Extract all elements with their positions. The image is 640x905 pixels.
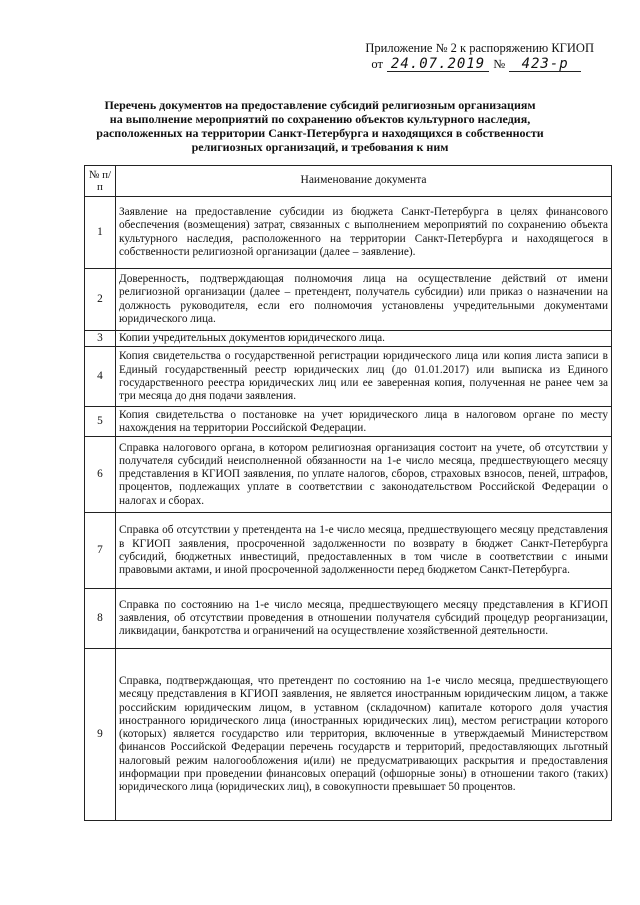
title-line-1: Перечень документов на предоставление субсидий религиозным организациям bbox=[104, 98, 536, 112]
row-number: 2 bbox=[85, 269, 116, 331]
row-number: 5 bbox=[85, 407, 116, 437]
table-row bbox=[85, 197, 612, 269]
row-number: 1 bbox=[85, 197, 116, 269]
title-line-4: религиозных организаций, и требования к ним bbox=[191, 140, 449, 154]
row-text: Справка, подтверждающая, что претендент по состоянию на 1-е число месяца, предшествующего месяцу представления в КГИОП заявления, не является иностранным юридическим лицом, а также российским юридическим лицом, в уставном (складочном) капитале которого доля участия иностранного юридического лица (иностранных юридических лиц), местом регистрации которого (которых) является государство или территория, включенные в утверждаемый Министерством финансов Российской Федерации перечень государств и территорий, предоставляющих льготный налоговый режим налогообложения и(или) не предусматривающих раскрытия и предоставления информации при проведении финансовых операций (офшорные зоны) в отношении такого (таких) юридического лица (юридических лиц), в совокупности превышает 50 процентов. bbox=[116, 649, 612, 821]
table-row bbox=[85, 407, 612, 437]
row-text: Копии учредительных документов юридического лица. bbox=[116, 331, 612, 347]
appendix-header bbox=[365, 40, 594, 72]
title-line-2: на выполнение мероприятий по сохранению объектов культурного наследия, bbox=[109, 112, 531, 126]
row-number: 6 bbox=[85, 437, 116, 513]
table-row bbox=[85, 589, 612, 649]
table-row bbox=[85, 649, 612, 821]
row-number: 8 bbox=[85, 589, 116, 649]
header-number: № п/п bbox=[85, 166, 116, 197]
appendix-line: Приложение № 2 к распоряжению КГИОП bbox=[365, 41, 594, 55]
table-row bbox=[85, 513, 612, 589]
title-line-3: расположенных на территории Санкт-Петербурга и находящихся в собственности bbox=[96, 126, 544, 140]
row-text: Копия свидетельства о государственной регистрации юридического лица или копия листа записи в Единый государственный реестр юридических лиц (до 01.01.2017) или выписка из Единого государственного реестра юридических лиц или ее заверенная копия, полученная не ранее чем за три месяца до дня подачи заявления. bbox=[116, 347, 612, 407]
document-title bbox=[80, 98, 560, 154]
handwritten-date: 24.07.2019 bbox=[387, 57, 489, 72]
table-row bbox=[85, 347, 612, 407]
table-row bbox=[85, 269, 612, 331]
row-text: Доверенность, подтверждающая полномочия лица на осуществление действий от имени религиозной организации (далее – претендент, получатель субсидии) или приказ о назначении на должность руководителя, если его полномочия установлены учредительными документами юридического лица. bbox=[116, 269, 612, 331]
row-number: 4 bbox=[85, 347, 116, 407]
row-text: Копия свидетельства о постановке на учет юридического лица в налоговом органе по месту нахождения на территории Российской Федерации. bbox=[116, 407, 612, 437]
appendix-date-number bbox=[371, 56, 594, 72]
row-number: 3 bbox=[85, 331, 116, 347]
row-text: Справка по состоянию на 1-е число месяца, предшествующего месяцу представления в КГИОП заявления, об отсутствии проведения в отношении получателя субсидий процедур реорганизации, ликвидации, банкротства и ограничений на осуществление хозяйственной деятельности. bbox=[116, 589, 612, 649]
documents-table bbox=[84, 165, 612, 821]
row-number: 9 bbox=[85, 649, 116, 821]
row-text: Справка налогового органа, в котором религиозная организация состоит на учете, об отсутствии у получателя субсидий неисполненной обязанности на 1-е число месяца, предшествующего месяцу представления в КГИОП заявления, по уплате налогов, сборов, страховых взносов, пеней, штрафов, процентов, подлежащих уплате в соответствии с законодательством Российской Федерации о налогах и сборах. bbox=[116, 437, 612, 513]
header-document-name: Наименование документа bbox=[116, 166, 612, 197]
table-row bbox=[85, 331, 612, 347]
from-label: от bbox=[371, 57, 383, 71]
number-label: № bbox=[493, 57, 506, 71]
table-row bbox=[85, 437, 612, 513]
row-number: 7 bbox=[85, 513, 116, 589]
row-text: Справка об отсутствии у претендента на 1-е число месяца, предшествующего месяцу представления в КГИОП заявления, просроченной задолженности по возврату в бюджет Санкт-Петербурга субсидий, бюджетных инвестиций, предоставленных в том числе в соответствии с иными правовыми актами, и иной просроченной задолженности перед бюджетом Санкт-Петербурга. bbox=[116, 513, 612, 589]
handwritten-number: 423-р bbox=[509, 57, 581, 72]
table-header-row bbox=[85, 166, 612, 197]
row-text: Заявление на предоставление субсидии из бюджета Санкт-Петербурга в целях финансового обеспечения (возмещения) затрат, связанных с выполнением мероприятий по сохранению объекта культурного наследия, расположенного на территории Санкт-Петербурга и находящегося в собственности религиозной организации (далее – заявление). bbox=[116, 197, 612, 269]
